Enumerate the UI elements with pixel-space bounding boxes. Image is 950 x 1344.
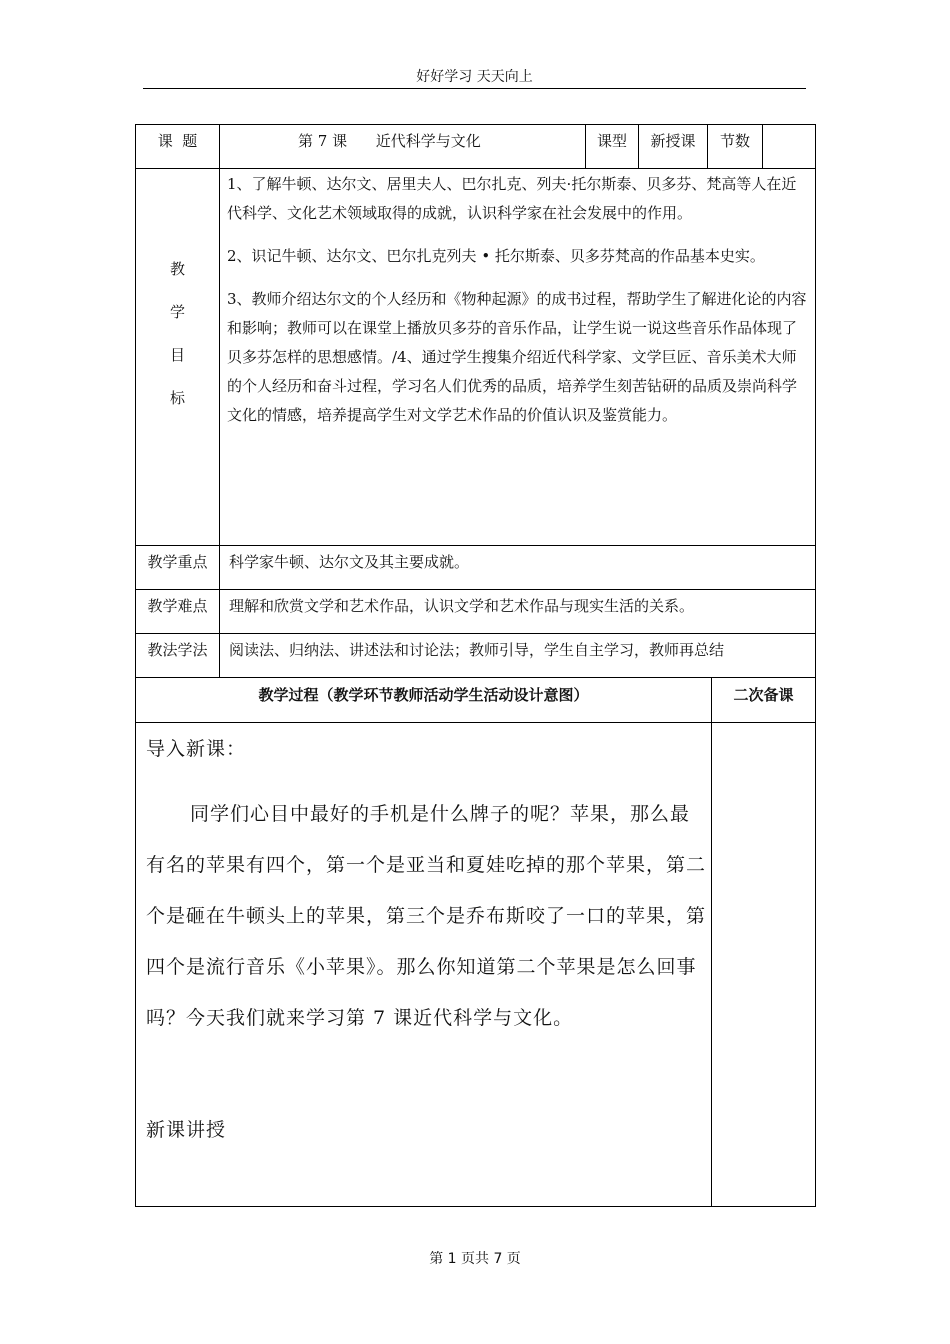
lesson-label: 课 题: [157, 132, 198, 150]
objectives-label: [136, 248, 219, 420]
objective-item-3: 3、教师介绍达尔文的个人经历和《物种起源》的成书过程，帮助学生了解进化论的内容和影响；教师可以在课堂上播放贝多芬的音乐作品，让学生说一说这些音乐作品体现了贝多芬怎样的思想感情。/4、通过学生搜集介绍近代科学家、文学巨匠、音乐美术大师的个人经历和奋斗过程，学习名人们优秀的品质，培养学生刻苦钻研的品质及崇尚科学文化的情感，培养提高学生对文学艺术作品的价值认识及鉴赏能力。: [227, 290, 807, 424]
second-prep-header: 二次备课: [733, 686, 794, 704]
table-border-bottom: [135, 1206, 816, 1207]
table-border-right: [815, 124, 816, 1207]
difficulties-value: 理解和欣赏文学和艺术作品，认识文学和艺术作品与现实生活的关系。: [229, 597, 695, 615]
lesson-type-value: 新授课: [650, 132, 696, 150]
objective-item-2: 2、识记牛顿、达尔文、巴尔扎克列夫 • 托尔斯泰、贝多芬梵高的作品基本史实。: [227, 247, 765, 265]
process-header: 教学过程（教学环节教师活动学生活动设计意图）: [258, 686, 589, 704]
lesson-type-label: 课型: [596, 132, 627, 150]
difficulties-label: 教学难点: [147, 597, 208, 615]
objective-item-1: 1、了解牛顿、达尔文、居里夫人、巴尔扎克、列夫·托尔斯泰、贝多芬、梵高等人在近代科学、文化艺术领域取得的成就，认识科学家在社会发展中的作用。: [227, 175, 797, 222]
methods-label: 教法学法: [147, 641, 208, 659]
methods-value: 阅读法、归纳法、讲述法和讨论法；教师引导，学生自主学习，教师再总结: [229, 641, 725, 659]
objectives-content: [227, 170, 809, 430]
lesson-title: 第 7 课 近代科学与文化: [298, 132, 481, 150]
table-divider-objectives: [135, 168, 816, 169]
table-border-top: [135, 124, 816, 125]
table-divider-key-points: [135, 545, 816, 546]
page-header: 好好学习 天天向上: [143, 66, 806, 89]
objectives-label-char: 标: [169, 389, 185, 407]
key-points-label: 教学重点: [147, 553, 208, 571]
table-divider-process: [135, 677, 816, 678]
key-points-value: 科学家牛顿、达尔文及其主要成就。: [229, 553, 470, 571]
new-lesson-title: 新课讲授: [146, 1119, 227, 1141]
table-label-column-divider: [219, 124, 220, 678]
table-title-divider-4: [762, 124, 763, 169]
intro-text: 同学们心目中最好的手机是什么牌子的呢？苹果，那么最有名的苹果有四个，第一个是亚当和夏娃吃掉的那个苹果，第二个是砸在牛顿头上的苹果，第三个是乔布斯咬了一口的苹果，第四个是流行音乐《小苹果》。那么你知道第二个苹果是怎么回事吗？今天我们就来学习第 7 课近代科学与文化。: [146, 803, 707, 1029]
objectives-label-char: 目: [169, 346, 185, 364]
intro-title: 导入新课：: [146, 738, 247, 760]
table-divider-process-body: [135, 722, 816, 723]
objectives-label-char: 学: [169, 303, 185, 321]
table-divider-methods: [135, 633, 816, 634]
objectives-label-char: 教: [169, 260, 185, 278]
table-divider-difficulties: [135, 589, 816, 590]
lesson-periods-label: 节数: [719, 132, 750, 150]
table-process-column-divider: [711, 677, 712, 1207]
page-footer: 第 1 页共 7 页: [429, 1251, 521, 1267]
